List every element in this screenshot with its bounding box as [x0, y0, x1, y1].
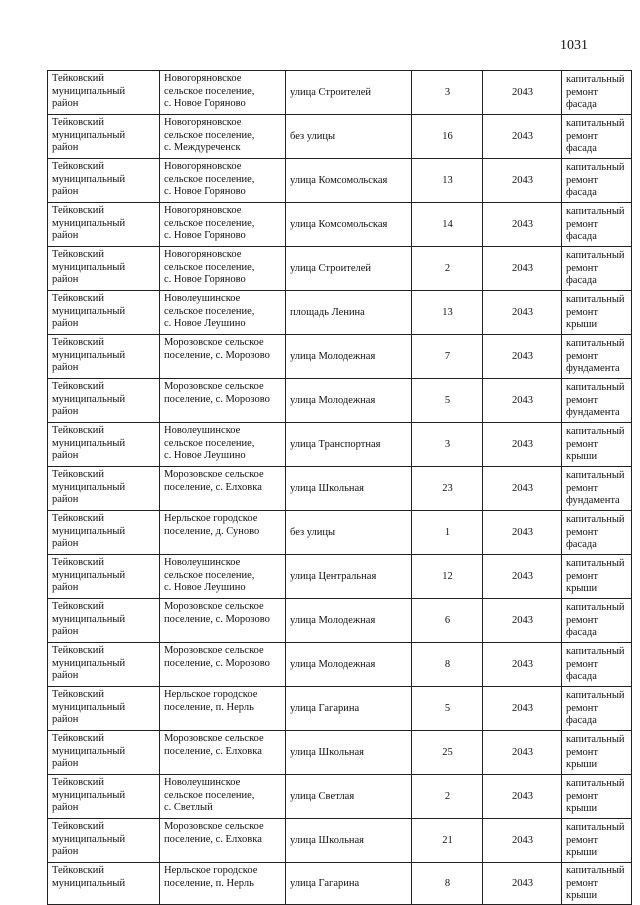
cell-year-text: 2043 [512, 306, 533, 318]
cell-settlement-text: Новогоряновское сельское поселение, с. Междуреченск [164, 117, 255, 153]
cell-work-type [562, 775, 632, 819]
cell-street [286, 159, 412, 203]
cell-street [286, 863, 412, 905]
cell-street-text: без улицы [290, 526, 336, 538]
cell-year [483, 203, 562, 247]
cell-work-type [562, 731, 632, 775]
cell-settlement [160, 643, 286, 687]
cell-district [48, 511, 160, 555]
cell-district-text: Тейковский муниципальный район [52, 381, 126, 417]
cell-settlement-text: Нерльское городское поселение, п. Нерль [164, 689, 258, 713]
cell-year-text: 2043 [512, 570, 533, 582]
cell-year-text: 2043 [512, 877, 533, 889]
table-row [48, 467, 632, 511]
cell-year [483, 819, 562, 863]
cell-district-text: Тейковский муниципальный район [52, 205, 126, 241]
cell-district-text: Тейковский муниципальный [52, 865, 126, 889]
table-row [48, 731, 632, 775]
table-row [48, 71, 632, 115]
cell-settlement-text: Новогоряновское сельское поселение, с. Новое Горяново [164, 249, 255, 285]
cell-work-type [562, 291, 632, 335]
cell-year [483, 687, 562, 731]
cell-year-text: 2043 [512, 174, 533, 186]
cell-house-number-text: 5 [444, 394, 451, 406]
cell-year-text: 2043 [512, 658, 533, 670]
cell-house-number-text: 5 [444, 702, 451, 714]
cell-house-number [412, 467, 483, 511]
cell-work-type-text: капитальный ремонт фасада [566, 206, 625, 243]
cell-house-number [412, 643, 483, 687]
cell-street [286, 511, 412, 555]
cell-district-text: Тейковский муниципальный район [52, 469, 126, 505]
cell-settlement [160, 467, 286, 511]
page-number: 1031 [560, 38, 588, 53]
cell-work-type-text: капитальный ремонт крыши [566, 822, 625, 859]
cell-house-number-text: 12 [442, 570, 453, 582]
cell-work-type-text: капитальный ремонт фундамента [566, 382, 625, 419]
table-body [48, 71, 632, 905]
cell-year [483, 247, 562, 291]
cell-work-type-text: капитальный ремонт фасада [566, 250, 625, 287]
cell-street [286, 247, 412, 291]
cell-settlement [160, 71, 286, 115]
cell-year-text: 2043 [512, 130, 533, 142]
cell-work-type [562, 203, 632, 247]
cell-house-number-text: 3 [444, 86, 451, 98]
cell-settlement [160, 555, 286, 599]
cell-street [286, 775, 412, 819]
cell-settlement [160, 687, 286, 731]
cell-street-text: улица Гагарина [290, 702, 360, 714]
cell-settlement [160, 291, 286, 335]
cell-house-number [412, 71, 483, 115]
cell-work-type-text: капитальный ремонт крыши [566, 734, 625, 771]
cell-district [48, 335, 160, 379]
cell-year [483, 555, 562, 599]
cell-work-type [562, 863, 632, 905]
cell-work-type [562, 599, 632, 643]
cell-house-number [412, 599, 483, 643]
cell-district [48, 599, 160, 643]
cell-settlement-text: Новолеушинское сельское поселение, с. Новое Леушино [164, 557, 255, 593]
table-row [48, 687, 632, 731]
cell-work-type [562, 71, 632, 115]
cell-house-number-text: 2 [444, 790, 451, 802]
cell-work-type-text: капитальный ремонт фундамента [566, 470, 625, 507]
cell-street-text: улица Транспортная [290, 438, 381, 450]
cell-work-type-text: капитальный ремонт фасада [566, 74, 625, 111]
table-row [48, 335, 632, 379]
cell-year [483, 731, 562, 775]
cell-street-text: улица Молодежная [290, 658, 376, 670]
cell-district-text: Тейковский муниципальный район [52, 689, 126, 725]
cell-street [286, 203, 412, 247]
cell-street-text: улица Строителей [290, 86, 372, 98]
housing-repair-table [47, 70, 632, 905]
cell-year [483, 335, 562, 379]
cell-year [483, 643, 562, 687]
cell-district-text: Тейковский муниципальный район [52, 73, 126, 109]
table-row [48, 599, 632, 643]
cell-work-type-text: капитальный ремонт фасада [566, 162, 625, 199]
cell-year [483, 159, 562, 203]
cell-district-text: Тейковский муниципальный район [52, 337, 126, 373]
cell-year-text: 2043 [512, 482, 533, 494]
cell-work-type-text: капитальный ремонт крыши [566, 558, 625, 595]
cell-district [48, 687, 160, 731]
cell-district-text: Тейковский муниципальный район [52, 513, 126, 549]
cell-district [48, 775, 160, 819]
cell-year [483, 379, 562, 423]
cell-settlement [160, 863, 286, 905]
cell-street-text: улица Молодежная [290, 350, 376, 362]
cell-house-number-text: 3 [444, 438, 451, 450]
cell-year-text: 2043 [512, 702, 533, 714]
cell-work-type [562, 247, 632, 291]
cell-street-text: улица Комсомольская [290, 218, 388, 230]
cell-district-text: Тейковский муниципальный район [52, 645, 126, 681]
cell-street-text: без улицы [290, 130, 336, 142]
cell-work-type [562, 555, 632, 599]
cell-settlement [160, 731, 286, 775]
cell-work-type [562, 467, 632, 511]
cell-year [483, 599, 562, 643]
cell-house-number-text: 8 [444, 658, 451, 670]
table-row [48, 819, 632, 863]
table-row [48, 203, 632, 247]
cell-settlement-text: Новолеушинское сельское поселение, с. Светлый [164, 777, 255, 813]
cell-district-text: Тейковский муниципальный район [52, 601, 126, 637]
cell-house-number [412, 863, 483, 905]
cell-district [48, 423, 160, 467]
cell-district [48, 115, 160, 159]
cell-work-type-text: капитальный ремонт фасада [566, 118, 625, 155]
cell-settlement-text: Новогоряновское сельское поселение, с. Новое Горяново [164, 205, 255, 241]
cell-district [48, 203, 160, 247]
table-row [48, 863, 632, 905]
cell-district-text: Тейковский муниципальный район [52, 777, 126, 813]
cell-house-number [412, 203, 483, 247]
table-row [48, 511, 632, 555]
cell-district-text: Тейковский муниципальный район [52, 249, 126, 285]
cell-work-type-text: капитальный ремонт фасада [566, 690, 625, 727]
cell-settlement [160, 819, 286, 863]
cell-settlement [160, 115, 286, 159]
cell-year [483, 467, 562, 511]
cell-house-number [412, 511, 483, 555]
cell-work-type-text: капитальный ремонт фасада [566, 646, 625, 683]
cell-settlement-text: Новогоряновское сельское поселение, с. Новое Горяново [164, 161, 255, 197]
table-row [48, 643, 632, 687]
cell-street-text: улица Школьная [290, 746, 364, 758]
cell-street [286, 555, 412, 599]
cell-settlement-text: Морозовское сельское поселение, с. Елховка [164, 469, 264, 493]
cell-house-number-text: 23 [442, 482, 453, 494]
cell-street [286, 467, 412, 511]
cell-house-number [412, 115, 483, 159]
cell-district [48, 71, 160, 115]
cell-year-text: 2043 [512, 834, 533, 846]
cell-street-text: улица Гагарина [290, 877, 360, 889]
cell-house-number [412, 731, 483, 775]
table-row [48, 159, 632, 203]
cell-house-number [412, 775, 483, 819]
cell-work-type [562, 511, 632, 555]
cell-settlement-text: Нерльское городское поселение, д. Суново [164, 513, 260, 537]
cell-house-number-text: 16 [442, 130, 453, 142]
cell-house-number-text: 1 [444, 526, 451, 538]
cell-year [483, 511, 562, 555]
cell-house-number [412, 379, 483, 423]
cell-work-type [562, 819, 632, 863]
cell-street [286, 291, 412, 335]
cell-work-type [562, 335, 632, 379]
cell-district [48, 555, 160, 599]
cell-year-text: 2043 [512, 350, 533, 362]
cell-settlement-text: Новогоряновское сельское поселение, с. Новое Горяново [164, 73, 255, 109]
cell-work-type [562, 643, 632, 687]
cell-settlement-text: Морозовское сельское поселение, с. Елховка [164, 733, 264, 757]
cell-street-text: улица Молодежная [290, 614, 376, 626]
cell-district [48, 643, 160, 687]
cell-house-number-text: 21 [442, 834, 453, 846]
cell-house-number-text: 25 [442, 746, 453, 758]
cell-work-type-text: капитальный ремонт фасада [566, 602, 625, 639]
cell-house-number [412, 687, 483, 731]
cell-year-text: 2043 [512, 526, 533, 538]
cell-work-type [562, 687, 632, 731]
cell-work-type-text: капитальный ремонт крыши [566, 294, 625, 331]
cell-year [483, 71, 562, 115]
cell-street [286, 643, 412, 687]
cell-settlement [160, 775, 286, 819]
cell-district-text: Тейковский муниципальный район [52, 161, 126, 197]
cell-house-number [412, 555, 483, 599]
cell-settlement [160, 379, 286, 423]
cell-street-text: улица Центральная [290, 570, 377, 582]
table-row [48, 379, 632, 423]
cell-district [48, 731, 160, 775]
cell-district-text: Тейковский муниципальный район [52, 117, 126, 153]
cell-settlement-text: Морозовское сельское поселение, с. Морозово [164, 381, 270, 405]
cell-settlement [160, 203, 286, 247]
cell-work-type [562, 379, 632, 423]
cell-street-text: площадь Ленина [290, 306, 365, 318]
cell-year-text: 2043 [512, 218, 533, 230]
cell-street [286, 731, 412, 775]
table-row [48, 555, 632, 599]
cell-settlement-text: Новолеушинское сельское поселение, с. Новое Леушино [164, 425, 255, 461]
cell-work-type-text: капитальный ремонт крыши [566, 778, 625, 815]
cell-house-number-text: 7 [444, 350, 451, 362]
cell-house-number-text: 2 [444, 262, 451, 274]
cell-district [48, 159, 160, 203]
cell-street [286, 335, 412, 379]
cell-settlement [160, 599, 286, 643]
cell-year-text: 2043 [512, 394, 533, 406]
cell-work-type-text: капитальный ремонт крыши [566, 426, 625, 463]
cell-street-text: улица Строителей [290, 262, 372, 274]
cell-house-number-text: 13 [442, 174, 453, 186]
cell-house-number-text: 14 [442, 218, 453, 230]
cell-year-text: 2043 [512, 614, 533, 626]
cell-work-type [562, 115, 632, 159]
cell-year-text: 2043 [512, 86, 533, 98]
cell-work-type-text: капитальный ремонт крыши [566, 865, 625, 901]
cell-year [483, 863, 562, 905]
cell-settlement-text: Морозовское сельское поселение, с. Морозово [164, 601, 270, 625]
table-row [48, 291, 632, 335]
cell-street-text: улица Школьная [290, 834, 364, 846]
cell-district [48, 291, 160, 335]
cell-district [48, 467, 160, 511]
cell-street [286, 115, 412, 159]
cell-street-text: улица Молодежная [290, 394, 376, 406]
cell-house-number [412, 291, 483, 335]
cell-house-number [412, 159, 483, 203]
cell-district [48, 863, 160, 905]
cell-settlement-text: Новолеушинское сельское поселение, с. Новое Леушино [164, 293, 255, 329]
cell-settlement [160, 247, 286, 291]
cell-settlement [160, 159, 286, 203]
cell-street [286, 423, 412, 467]
cell-settlement-text: Нерльское городское поселение, п. Нерль [164, 865, 258, 889]
cell-house-number-text: 8 [444, 877, 451, 889]
cell-street-text: улица Комсомольская [290, 174, 388, 186]
cell-settlement-text: Морозовское сельское поселение, с. Морозово [164, 645, 270, 669]
cell-street [286, 379, 412, 423]
cell-year [483, 115, 562, 159]
cell-work-type [562, 423, 632, 467]
cell-house-number-text: 6 [444, 614, 451, 626]
cell-settlement [160, 511, 286, 555]
cell-settlement-text: Морозовское сельское поселение, с. Елховка [164, 821, 264, 845]
table-row [48, 775, 632, 819]
cell-street [286, 819, 412, 863]
table-row [48, 423, 632, 467]
cell-house-number-text: 13 [442, 306, 453, 318]
cell-year-text: 2043 [512, 746, 533, 758]
cell-district [48, 819, 160, 863]
cell-street [286, 71, 412, 115]
cell-district [48, 379, 160, 423]
table-row [48, 247, 632, 291]
cell-work-type-text: капитальный ремонт фасада [566, 514, 625, 551]
cell-year-text: 2043 [512, 438, 533, 450]
cell-house-number [412, 423, 483, 467]
cell-street-text: улица Школьная [290, 482, 364, 494]
cell-house-number [412, 819, 483, 863]
cell-district-text: Тейковский муниципальный район [52, 733, 126, 769]
cell-year [483, 775, 562, 819]
cell-district-text: Тейковский муниципальный район [52, 821, 126, 857]
cell-street [286, 687, 412, 731]
cell-year [483, 423, 562, 467]
cell-district-text: Тейковский муниципальный район [52, 557, 126, 593]
cell-street [286, 599, 412, 643]
cell-settlement [160, 423, 286, 467]
cell-district-text: Тейковский муниципальный район [52, 293, 126, 329]
cell-work-type [562, 159, 632, 203]
cell-house-number [412, 335, 483, 379]
table-row [48, 115, 632, 159]
cell-work-type-text: капитальный ремонт фундамента [566, 338, 625, 375]
cell-year-text: 2043 [512, 790, 533, 802]
cell-settlement [160, 335, 286, 379]
cell-district [48, 247, 160, 291]
cell-house-number [412, 247, 483, 291]
cell-year [483, 291, 562, 335]
cell-year-text: 2043 [512, 262, 533, 274]
cell-settlement-text: Морозовское сельское поселение, с. Морозово [164, 337, 270, 361]
cell-street-text: улица Светлая [290, 790, 355, 802]
cell-district-text: Тейковский муниципальный район [52, 425, 126, 461]
